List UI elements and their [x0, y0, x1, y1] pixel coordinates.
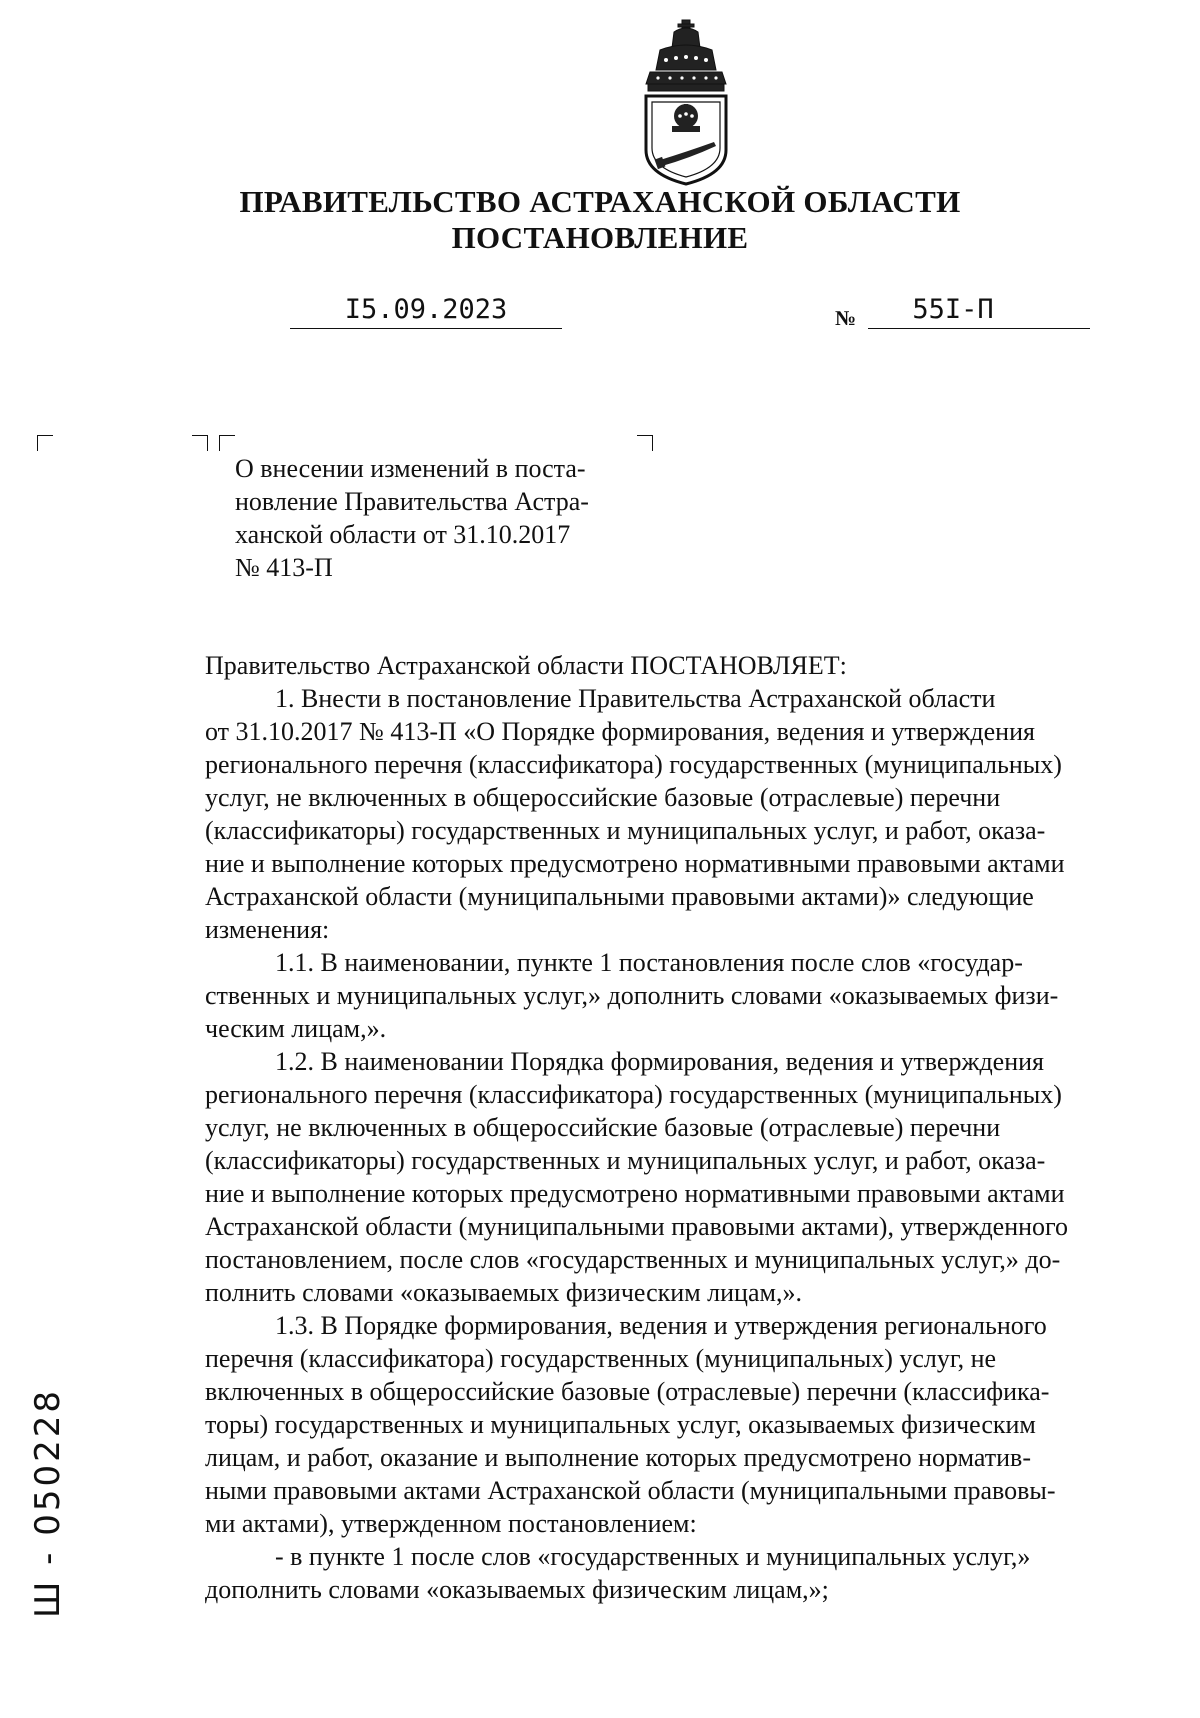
document-body — [205, 649, 1150, 1606]
number-sign: № — [835, 306, 857, 330]
paragraph-1-1: 1.1. В наименовании, пункте 1 постановления после слов «государ- ственных и муниципальных услуг,» дополнить словами «оказываемых физи- ческим лицам,». — [205, 948, 1059, 1043]
document-type: ПОСТАНОВЛЕНИЕ — [451, 220, 749, 255]
paragraph-1: 1. Внести в постановление Правительства Астраханской области от 31.10.2017 № 413-П «О Порядке формирования, ведения и утверждения регионального перечня (классификатора) государственных (муниципальных) услуг, не включенных в общероссийские базовые (отраслевые) перечни (классификаторы) государственных и муниципальных услуг, и работ, оказа- ние и выполнение которых предусмотрено нормативными правовыми актами Астраханской области (муниципальными правовыми актами)» следующие изменения: — [205, 684, 1065, 944]
paragraph-1-2: 1.2. В наименовании Порядка формирования, ведения и утверждения регионального перечня (классификатора) государственных (муниципальных) услуг, не включенных в общероссийские базовые (отраслевые) перечни (классификаторы) государственных и муниципальных услуг, и работ, оказа- ние и выполнение которых предусмотрено нормативными правовыми актами Астраханской области (муниципальными правовыми актами), утвержденного постановлением, после слов «государственных и муниципальных услуг,» до- полнить словами «оказываемых физическим лицам,». — [205, 1047, 1069, 1307]
document-number: 55I-П — [912, 294, 994, 325]
bracket-corner — [219, 435, 235, 451]
resolution-intro: Правительство Астраханской области ПОСТАНОВЛЯЕТ: — [205, 651, 847, 680]
date-underline — [290, 328, 562, 329]
serial-number-mark: Ш - 050228 — [28, 1387, 68, 1618]
paragraph-1-3: 1.3. В Порядке формирования, ведения и утверждения регионального перечня (классификатора) государственных (муниципальных) услуг, не включенных в общероссийские базовые (отраслевые) перечни (классифика- торы) государственных и муниципальных услуг, оказываемых физическим лицам, и работ, оказание и выполнение которых предусмотрено норматив- ными правовыми актами Астраханской области (муниципальными правовы- ми актами), утвержденном постановлением: — [205, 1311, 1056, 1538]
bracket-corner — [192, 435, 208, 451]
organization-title: ПРАВИТЕЛЬСТВО АСТРАХАНСКОЙ ОБЛАСТИ — [239, 184, 961, 219]
coat-of-arms-icon — [630, 18, 742, 186]
document-subject: О внесении изменений в поста- новление Правительства Астра- ханской области от 31.10.2017 № 413-П — [235, 454, 589, 582]
bracket-corner — [37, 435, 53, 451]
list-item: - в пункте 1 после слов «государственных и муниципальных услуг,» дополнить словами «оказываемых физическим лицам,»; — [205, 1542, 1031, 1604]
bracket-corner — [637, 435, 653, 451]
document-date: I5.09.2023 — [344, 294, 508, 325]
number-underline — [868, 328, 1090, 329]
